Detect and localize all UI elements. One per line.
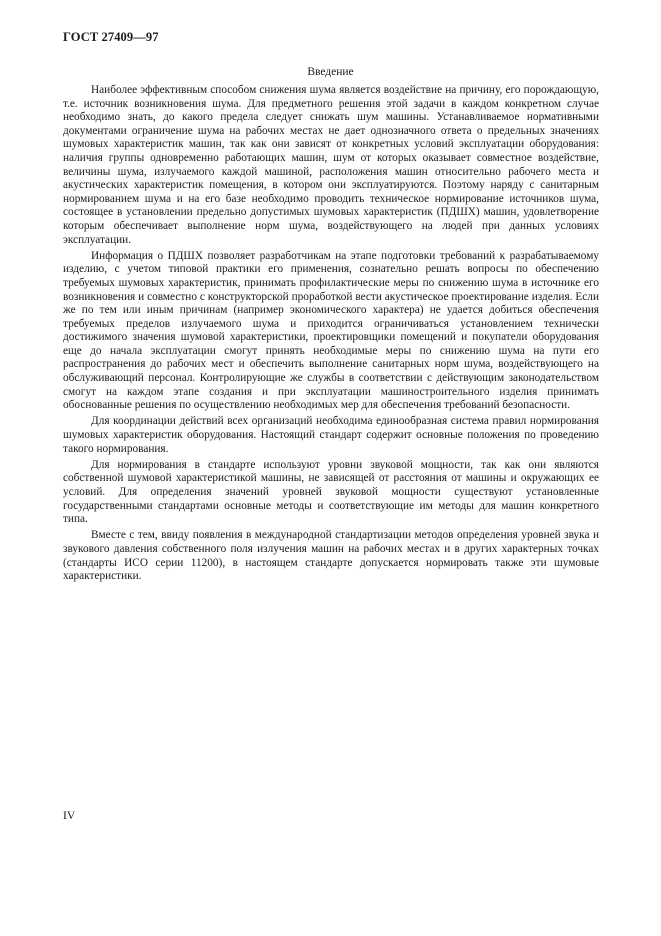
- paragraph-3: Для координации действий всех организаций необходима единообразная система правил нормирования шумовых характеристик оборудования. Настоящий стандарт содержит основные положения по проведению такого нормирования.: [63, 415, 599, 455]
- paragraph-1: Наиболее эффективным способом снижения шума является воздействие на причину, его порождающую, т.е. источник возникновения шума. Для предметного решения этой задачи в каждом конкретном случае необходимо знать, до какого предела следует снижать шум машины. Устанавливаемое нормативными документами ограничение шума на рабочих местах не дает однозначного ответа о предельных значениях шумовых характеристик машин, так как они зависят от конкретных условий эксплуатации оборудования: наличия группы одновременно работающих машин, шум от которых оказывает совместное воздействие, величины шума, излучаемого каждой машиной, расположения машин относительно рабочего места и акустических характеристик помещения, в котором они эксплуатируются. Поэтому наряду с санитарным нормированием шума и на его базе необходимо проводить техническое нормирование источников шума, состоящее в установлении предельно допустимых шумовых характеристик (ПДШХ) машин, удовлетворение которым обеспечивает выполнение норм шума, воздействующего на людей при данных условиях эксплуатации.: [63, 84, 599, 246]
- page-number: IV: [63, 810, 76, 822]
- section-title: Введение: [307, 66, 354, 78]
- body-text: [63, 84, 599, 586]
- document-code-header: ГОСТ 27409—97: [63, 30, 159, 44]
- paragraph-4: Для нормирования в стандарте используют уровни звуковой мощности, так как они являются собственной шумовой характеристикой машины, не зависящей от расстояния от машины и окружающих ее условий. Для определения значений уровней звуковой мощности существуют установленные государственными стандартами основные методы и соответствующие им методы для машин конкретного типа.: [63, 458, 599, 526]
- paragraph-5: Вместе с тем, ввиду появления в международной стандартизации методов определения уровней звука и звукового давления собственного поля излучения машин на рабочих местах и в других характерных точках (стандарты ИСО серии 11200), в настоящем стандарте допускается нормировать также эти шумовые характеристики.: [63, 529, 599, 583]
- paragraph-2: Информация о ПДШХ позволяет разработчикам на этапе подготовки требований к разрабатываемому изделию, с учетом типовой практики его применения, сознательно решать вопросы по обеспечению требуемых шумовых характеристик, принимать профилактические меры по снижению шума в источнике его возникновения и совместно с конструкторской проработкой вести акустическое проектирование изделия. Если же по тем или иным причинам (например экономического характера) не удается добиться обеспечения требуемых пределов излучаемого шума и приходится ограничиваться установлением технически достижимого значения шумовой характеристики, проектировщики помещений и покупатели оборудования еще до начала эксплуатации смогут принять необходимые меры по снижению шума на пути его распространения до рабочих мест и обеспечить выполнение санитарных норм шума, воздействующего на обслуживающий персонал. Контролирующие же службы в соответствии с действующим законодательством смогут на каждом этапе создания и при эксплуатации машиностроительного изделия принимать обоснованные решения по осуществлению необходимых мер для обеспечения требований безопасности.: [63, 249, 599, 412]
